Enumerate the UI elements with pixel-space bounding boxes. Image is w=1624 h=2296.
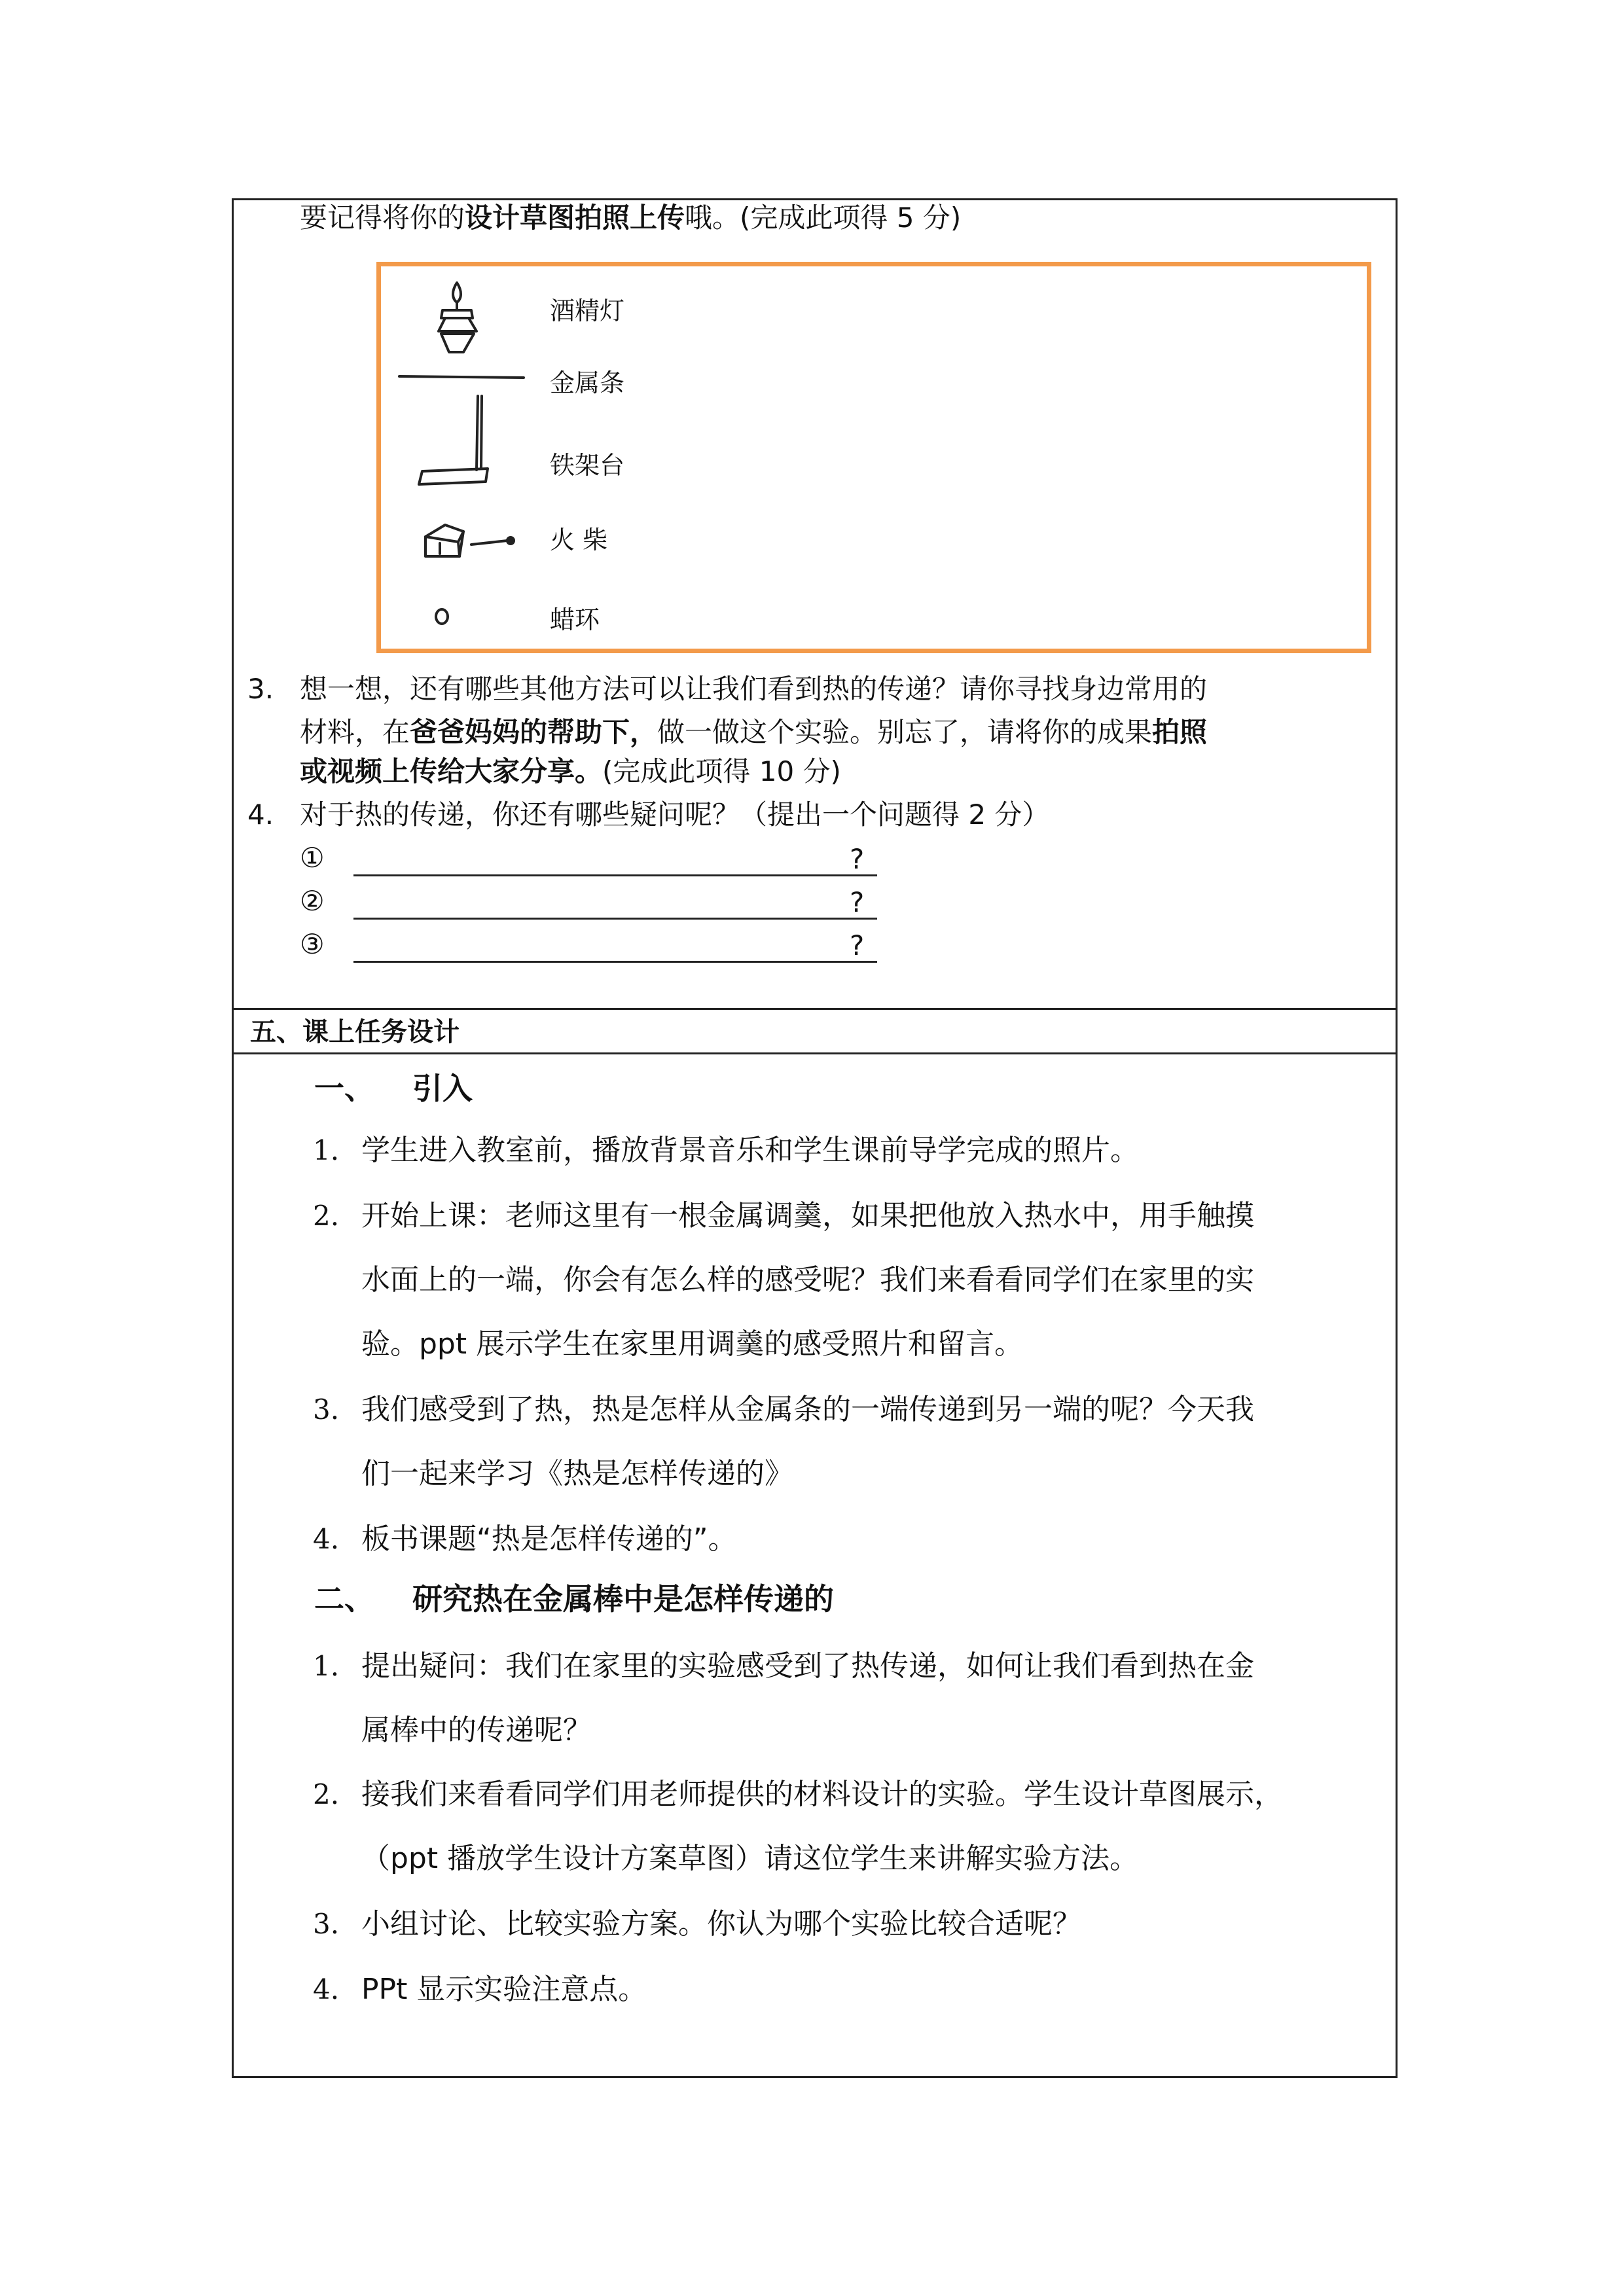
q3-line3-score: (完成此项得 10 分) [602,755,841,787]
wax-ring-icon [436,609,448,624]
answer-blank-2[interactable] [353,918,877,920]
p2-item1-line2: 属棒中的传递呢？ [361,1713,592,1747]
p2-item1-number: 1. [313,1650,340,1682]
sketch-drawings [386,268,556,648]
part2-title: 研究热在金属棒中是怎样传递的 [412,1581,834,1617]
q3-line2 [300,713,1207,751]
table-row-divider [232,1052,1398,1054]
p1-item1-line1: 学生进入教室前，播放背景音乐和学生课前导学完成的照片。 [361,1134,1139,1167]
upload-instruction-bold: 设计草图拍照上传 [465,202,685,234]
upload-instruction-prefix: 要记得将你的 [300,202,465,234]
sketch-label-iron-stand: 铁架台 [550,451,625,480]
p2-item1-line1: 提出疑问：我们在家里的实验感受到了热传递，如何让我们看到热在金 [361,1649,1254,1683]
q3-line1: 想一想，还有哪些其他方法可以让我们看到热的传递？请你寻找身边常用的 [300,673,1208,705]
p1-item3-number: 3. [313,1393,340,1426]
p1-item4-number: 4. [313,1523,340,1555]
p1-item2-line3: 验。ppt 展示学生在家里用调羹的感受照片和留言。 [361,1327,1024,1361]
q3-line2-c: 做一做这个实验。别忘了，请将你的成果 [657,716,1153,748]
blank-mark-2: ② [300,885,325,917]
part2-number: 二、 [314,1581,374,1617]
p1-item2-line2: 水面上的一端，你会有怎么样的感受呢？我们来看看同学们在家里的实 [361,1263,1254,1297]
blank-end-1: ? [850,843,865,875]
q4-text: 对于热的传递，你还有哪些疑问呢？（提出一个问题得 2 分） [300,798,1050,831]
q3-line3-bold: 或视频上传给大家分享。 [300,755,603,787]
sketch-label-alcohol-lamp: 酒精灯 [550,296,625,325]
q3-number: 3. [247,673,274,705]
metal-strip-icon [399,376,524,378]
p1-item1-number: 1. [313,1134,340,1166]
sketch-label-wax-ring: 蜡环 [550,605,600,634]
q3-line2-bold-end: 拍照 [1152,716,1208,748]
blank-mark-1: ① [300,842,325,874]
alcohol-lamp-icon [439,283,477,352]
part1-title: 引入 [412,1071,473,1106]
upload-instruction [300,199,961,237]
table-row-divider [232,1008,1398,1010]
section-title: 五、课上任务设计 [250,1017,460,1047]
p1-item2-number: 2. [313,1200,340,1232]
answer-blank-1[interactable] [353,874,877,876]
matchbox-icon [425,525,514,556]
answer-blank-3[interactable] [353,961,877,963]
p2-item4-number: 4. [313,1973,340,2005]
p1-item3-line2: 们一起来学习《热是怎样传递的》 [361,1457,793,1490]
p1-item3-line1: 我们感受到了热，热是怎样从金属条的一端传递到另一端的呢？今天我 [361,1393,1254,1426]
p2-item2-line2: （ppt 播放学生设计方案草图）请这位学生来讲解实验方法。 [361,1842,1139,1875]
p1-item2-line1: 开始上课：老师这里有一根金属调羹，如果把他放入热水中，用手触摸 [361,1199,1254,1232]
sketch-label-matchbox: 火 柴 [550,526,608,554]
sketch-label-metal-strip: 金属条 [550,368,625,397]
p2-item3-number: 3. [313,1908,340,1940]
upload-instruction-suffix: 哦。(完成此项得 5 分) [685,202,962,234]
q3-line2-bold: 爸爸妈妈的帮助下， [410,716,658,748]
p2-item4-line1: PPt 显示实验注意点。 [361,1973,647,2006]
blank-end-2: ? [850,886,865,918]
blank-mark-3: ③ [300,928,325,960]
p2-item2-line1: 接我们来看看同学们用老师提供的材料设计的实验。学生设计草图展示， [361,1778,1283,1811]
p1-item4-line1: 板书课题“热是怎样传递的”。 [361,1522,737,1556]
q4-number: 4. [247,798,274,831]
q3-line3 [300,753,841,791]
q3-line2-a: 材料，在 [300,716,410,748]
part1-number: 一、 [314,1071,374,1106]
blank-end-3: ? [850,929,865,961]
iron-stand-icon [419,396,488,484]
p2-item3-line1: 小组讨论、比较实验方案。你认为哪个实验比较合适呢？ [361,1907,1081,1941]
p2-item2-number: 2. [313,1778,340,1810]
